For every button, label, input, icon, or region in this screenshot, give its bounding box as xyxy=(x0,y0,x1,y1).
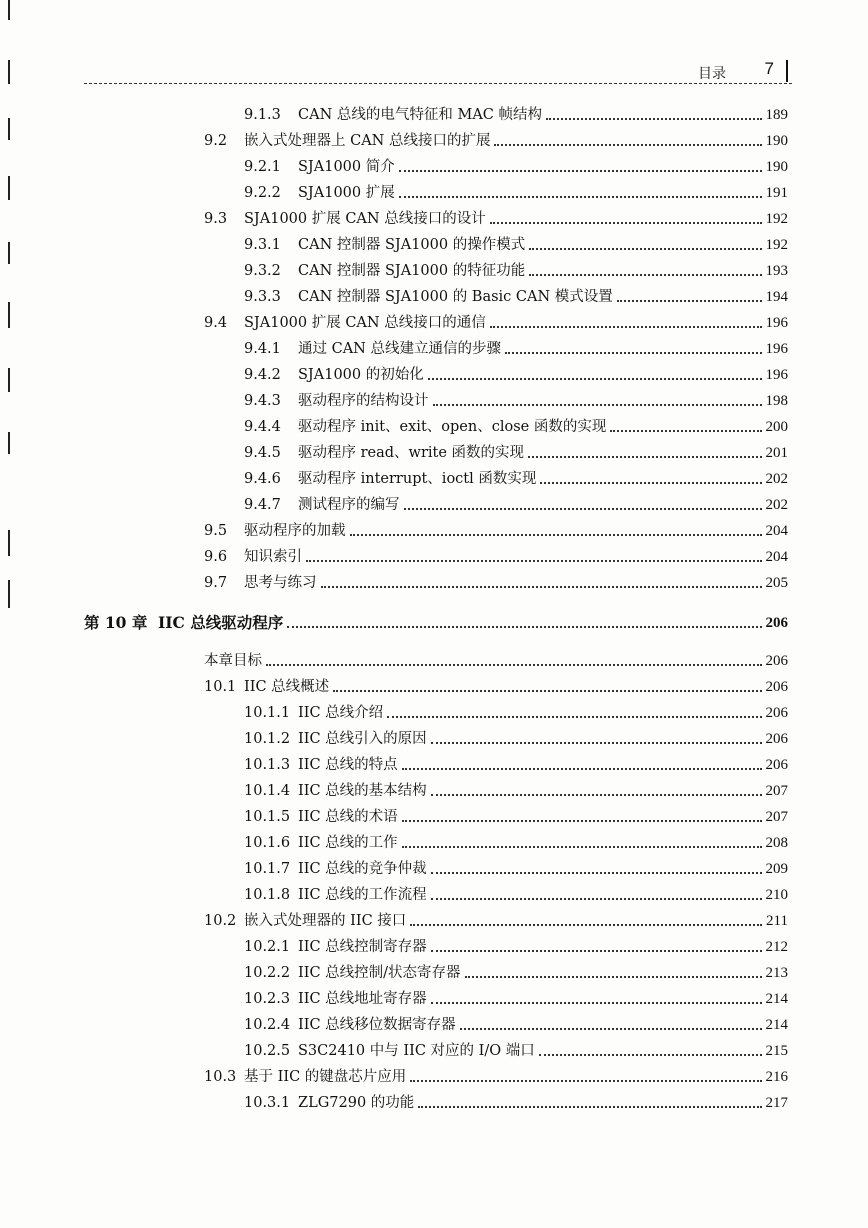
entry-title: IIC 总线驱动程序 xyxy=(158,613,284,632)
entry-number: 9.3.1 xyxy=(244,237,281,253)
dot-leader xyxy=(333,690,761,692)
toc-entry[interactable] xyxy=(84,516,788,540)
dot-leader xyxy=(431,950,762,952)
dot-leader xyxy=(321,586,762,588)
dot-leader xyxy=(546,118,762,120)
entry-page-number: 214 xyxy=(765,1017,788,1033)
entry-title: IIC 总线概述 xyxy=(244,679,330,695)
entry-number: 9.4.3 xyxy=(244,393,281,409)
entry-title: SJA1000 扩展 CAN 总线接口的设计 xyxy=(244,211,486,227)
entry-page-number: 212 xyxy=(765,939,788,955)
dot-leader xyxy=(460,1028,762,1030)
entry-title: 驱动程序的加载 xyxy=(244,523,346,539)
entry-page-number: 202 xyxy=(765,471,788,487)
chapter-entry[interactable] xyxy=(84,608,788,632)
dot-leader xyxy=(540,482,761,484)
entry-number: 9.4.1 xyxy=(244,341,281,357)
entry-number: 10.1 xyxy=(204,679,237,695)
toc-entry[interactable] xyxy=(84,360,788,384)
toc-entry[interactable] xyxy=(84,334,788,358)
toc-entry[interactable] xyxy=(84,1036,788,1060)
toc-entry[interactable] xyxy=(84,646,788,670)
entry-page-number: 191 xyxy=(765,185,788,201)
dot-leader xyxy=(617,300,762,302)
entry-title: 驱动程序 init、exit、open、close 函数的实现 xyxy=(298,419,607,435)
toc-entry[interactable] xyxy=(84,906,788,930)
toc-entry[interactable] xyxy=(84,100,788,124)
entry-page-number: 204 xyxy=(765,523,788,539)
entry-title: IIC 总线的竞争仲裁 xyxy=(298,861,427,877)
entry-title: IIC 总线地址寄存器 xyxy=(298,991,427,1007)
entry-page-number: 211 xyxy=(766,913,788,929)
toc-entry[interactable] xyxy=(84,724,788,748)
toc-entry[interactable] xyxy=(84,230,788,254)
entry-page-number: 194 xyxy=(765,289,788,305)
entry-title: IIC 总线的工作 xyxy=(298,835,398,851)
toc-entry[interactable] xyxy=(84,308,788,332)
entry-title: IIC 总线的工作流程 xyxy=(298,887,427,903)
toc-entry[interactable] xyxy=(84,958,788,982)
binding-mark xyxy=(8,368,10,392)
dot-leader xyxy=(428,378,762,380)
entry-page-number: 206 xyxy=(765,653,788,669)
entry-title: 测试程序的编写 xyxy=(298,497,400,513)
dot-leader xyxy=(387,716,761,718)
entry-page-number: 206 xyxy=(765,705,788,721)
entry-page-number: 198 xyxy=(765,393,788,409)
dot-leader xyxy=(399,170,762,172)
binding-mark xyxy=(8,60,10,84)
toc-entry[interactable] xyxy=(84,256,788,280)
entry-number: 9.3 xyxy=(204,211,228,227)
entry-number: 9.3.3 xyxy=(244,289,281,305)
dot-leader xyxy=(431,1002,762,1004)
entry-title: IIC 总线控制/状态寄存器 xyxy=(298,965,461,981)
entry-number: 10.1.8 xyxy=(244,887,291,903)
binding-mark xyxy=(8,302,10,328)
toc-entry[interactable] xyxy=(84,438,788,462)
dot-leader xyxy=(505,352,762,354)
entry-number: 9.1.3 xyxy=(244,107,281,123)
entry-page-number: 206 xyxy=(765,679,788,695)
dot-leader xyxy=(490,222,762,224)
binding-mark xyxy=(8,530,10,556)
toc-entry[interactable] xyxy=(84,932,788,956)
entry-title: 思考与练习 xyxy=(244,575,317,591)
page-header xyxy=(84,60,792,84)
dot-leader xyxy=(306,560,762,562)
entry-number: 10.3 xyxy=(204,1069,237,1085)
binding-mark xyxy=(8,242,10,264)
entry-title: 基于 IIC 的键盘芯片应用 xyxy=(244,1069,407,1085)
toc-entry[interactable] xyxy=(84,750,788,774)
binding-mark xyxy=(8,118,10,140)
toc-entry[interactable] xyxy=(84,282,788,306)
entry-page-number: 210 xyxy=(765,887,788,903)
entry-number: 9.2 xyxy=(204,133,228,149)
entry-number: 10.1.1 xyxy=(244,705,291,721)
entry-title: S3C2410 中与 IIC 对应的 I/O 端口 xyxy=(298,1043,535,1059)
toc-entry[interactable] xyxy=(84,1088,788,1112)
entry-page-number: 204 xyxy=(765,549,788,565)
entry-title: 知识索引 xyxy=(244,549,302,565)
toc-entry[interactable] xyxy=(84,1010,788,1034)
entry-number: 10.3.1 xyxy=(244,1095,291,1111)
entry-title: IIC 总线移位数据寄存器 xyxy=(298,1017,456,1033)
toc-entry[interactable] xyxy=(84,178,788,202)
entry-number: 10.2.2 xyxy=(244,965,291,981)
entry-page-number: 206 xyxy=(765,757,788,773)
dot-leader xyxy=(410,1080,761,1082)
entry-number: 10.2.1 xyxy=(244,939,291,955)
entry-number: 9.2.1 xyxy=(244,159,281,175)
dot-leader xyxy=(431,872,762,874)
header-bar xyxy=(786,60,788,82)
dot-leader xyxy=(529,248,761,250)
toc-entry[interactable] xyxy=(84,386,788,410)
entry-number: 9.2.2 xyxy=(244,185,281,201)
dot-leader xyxy=(529,274,761,276)
entry-title: IIC 总线引入的原因 xyxy=(298,731,427,747)
entry-title: IIC 总线的术语 xyxy=(298,809,398,825)
entry-number: 第 10 章 xyxy=(84,613,148,632)
entry-page-number: 190 xyxy=(765,133,788,149)
toc-entry[interactable] xyxy=(84,490,788,514)
toc-entry[interactable] xyxy=(84,126,788,150)
entry-number: 9.4 xyxy=(204,315,228,331)
toc-entry[interactable] xyxy=(84,672,788,696)
entry-number: 10.1.5 xyxy=(244,809,291,825)
toc-entry[interactable] xyxy=(84,802,788,826)
entry-number: 9.4.5 xyxy=(244,445,281,461)
entry-page-number: 192 xyxy=(765,237,788,253)
dot-leader xyxy=(402,820,762,822)
dot-leader xyxy=(431,898,762,900)
entry-page-number: 189 xyxy=(765,107,788,123)
binding-mark xyxy=(8,432,10,454)
entry-page-number: 196 xyxy=(765,315,788,331)
binding-mark xyxy=(8,0,10,20)
entry-page-number: 206 xyxy=(765,615,788,631)
entry-number: 10.2.4 xyxy=(244,1017,291,1033)
entry-title: 驱动程序 read、write 函数的实现 xyxy=(298,445,525,461)
toc-entry[interactable] xyxy=(84,152,788,176)
entry-title: CAN 控制器 SJA1000 的操作模式 xyxy=(298,237,526,253)
toc-entry[interactable] xyxy=(84,412,788,436)
toc-entry[interactable] xyxy=(84,1062,788,1086)
dot-leader xyxy=(410,924,762,926)
dot-leader xyxy=(610,430,761,432)
toc-entry[interactable] xyxy=(84,542,788,566)
entry-title: 嵌入式处理器上 CAN 总线接口的扩展 xyxy=(244,133,491,149)
entry-title: IIC 总线的基本结构 xyxy=(298,783,427,799)
dot-leader xyxy=(465,976,762,978)
entry-title: 驱动程序的结构设计 xyxy=(298,393,429,409)
entry-page-number: 207 xyxy=(765,783,788,799)
entry-number: 10.1.4 xyxy=(244,783,291,799)
entry-title: IIC 总线的特点 xyxy=(298,757,398,773)
entry-title: 驱动程序 interrupt、ioctl 函数实现 xyxy=(298,471,537,487)
dot-leader xyxy=(404,508,762,510)
entry-number: 10.1.6 xyxy=(244,835,291,851)
entry-number: 10.2.3 xyxy=(244,991,291,1007)
dot-leader xyxy=(402,846,762,848)
dot-leader xyxy=(431,794,762,796)
entry-page-number: 196 xyxy=(765,341,788,357)
entry-page-number: 217 xyxy=(765,1095,788,1111)
entry-number: 10.1.7 xyxy=(244,861,291,877)
dot-leader xyxy=(433,404,762,406)
entry-page-number: 206 xyxy=(765,731,788,747)
binding-mark xyxy=(8,580,10,608)
entry-page-number: 215 xyxy=(765,1043,788,1059)
entry-title: 通过 CAN 总线建立通信的步骤 xyxy=(298,341,501,357)
dot-leader xyxy=(266,664,762,666)
entry-number: 9.4.2 xyxy=(244,367,281,383)
entry-title: SJA1000 简介 xyxy=(298,159,395,175)
entry-number: 10.1.2 xyxy=(244,731,291,747)
toc-entry[interactable] xyxy=(84,204,788,228)
entry-page-number: 205 xyxy=(765,575,788,591)
toc-entry[interactable] xyxy=(84,698,788,722)
toc-entry[interactable] xyxy=(84,464,788,488)
entry-title: SJA1000 的初始化 xyxy=(298,367,424,383)
entry-page-number: 207 xyxy=(765,809,788,825)
dot-leader xyxy=(350,534,762,536)
entry-page-number: 200 xyxy=(765,419,788,435)
entry-title: ZLG7290 的功能 xyxy=(298,1095,415,1111)
dot-leader xyxy=(287,626,761,628)
entry-number: 9.3.2 xyxy=(244,263,281,279)
dot-leader xyxy=(402,768,762,770)
entry-title: SJA1000 扩展 CAN 总线接口的通信 xyxy=(244,315,486,331)
entry-title: CAN 总线的电气特征和 MAC 帧结构 xyxy=(298,107,542,123)
header-page-number: 7 xyxy=(764,59,774,78)
entry-page-number: 196 xyxy=(765,367,788,383)
header-rule xyxy=(84,83,792,84)
entry-page-number: 209 xyxy=(765,861,788,877)
entry-page-number: 190 xyxy=(765,159,788,175)
entry-title: CAN 控制器 SJA1000 的特征功能 xyxy=(298,263,526,279)
toc-entry[interactable] xyxy=(84,854,788,878)
entry-title: 嵌入式处理器的 IIC 接口 xyxy=(244,913,407,929)
entry-page-number: 208 xyxy=(765,835,788,851)
entry-page-number: 213 xyxy=(765,965,788,981)
toc-entry[interactable] xyxy=(84,984,788,1008)
entry-title: SJA1000 扩展 xyxy=(298,185,395,201)
entry-page-number: 201 xyxy=(765,445,788,461)
toc-entry[interactable] xyxy=(84,880,788,904)
entry-number: 10.1.3 xyxy=(244,757,291,773)
entry-number: 9.6 xyxy=(204,549,228,565)
entry-number: 9.4.4 xyxy=(244,419,281,435)
entry-number: 10.2 xyxy=(204,913,237,929)
dot-leader xyxy=(494,144,761,146)
binding-mark xyxy=(8,176,10,200)
dot-leader xyxy=(431,742,762,744)
dot-leader xyxy=(418,1106,761,1108)
entry-number: 9.4.6 xyxy=(244,471,281,487)
toc-entry[interactable] xyxy=(84,828,788,852)
toc-entry[interactable] xyxy=(84,776,788,800)
entry-number: 9.7 xyxy=(204,575,228,591)
dot-leader xyxy=(490,326,762,328)
entry-page-number: 193 xyxy=(765,263,788,279)
dot-leader xyxy=(539,1054,762,1056)
entry-title: IIC 总线控制寄存器 xyxy=(298,939,427,955)
entry-page-number: 216 xyxy=(765,1069,788,1085)
toc-entry[interactable] xyxy=(84,568,788,592)
entry-page-number: 192 xyxy=(765,211,788,227)
entry-title: CAN 控制器 SJA1000 的 Basic CAN 模式设置 xyxy=(298,289,613,305)
entry-title: IIC 总线介绍 xyxy=(298,705,384,721)
entry-page-number: 214 xyxy=(765,991,788,1007)
entry-title: 本章目标 xyxy=(204,653,262,669)
entry-page-number: 202 xyxy=(765,497,788,513)
dot-leader xyxy=(528,456,761,458)
dot-leader xyxy=(399,196,762,198)
entry-number: 9.5 xyxy=(204,523,228,539)
header-title: 目录 xyxy=(698,66,726,82)
entry-number: 9.4.7 xyxy=(244,497,281,513)
entry-number: 10.2.5 xyxy=(244,1043,291,1059)
